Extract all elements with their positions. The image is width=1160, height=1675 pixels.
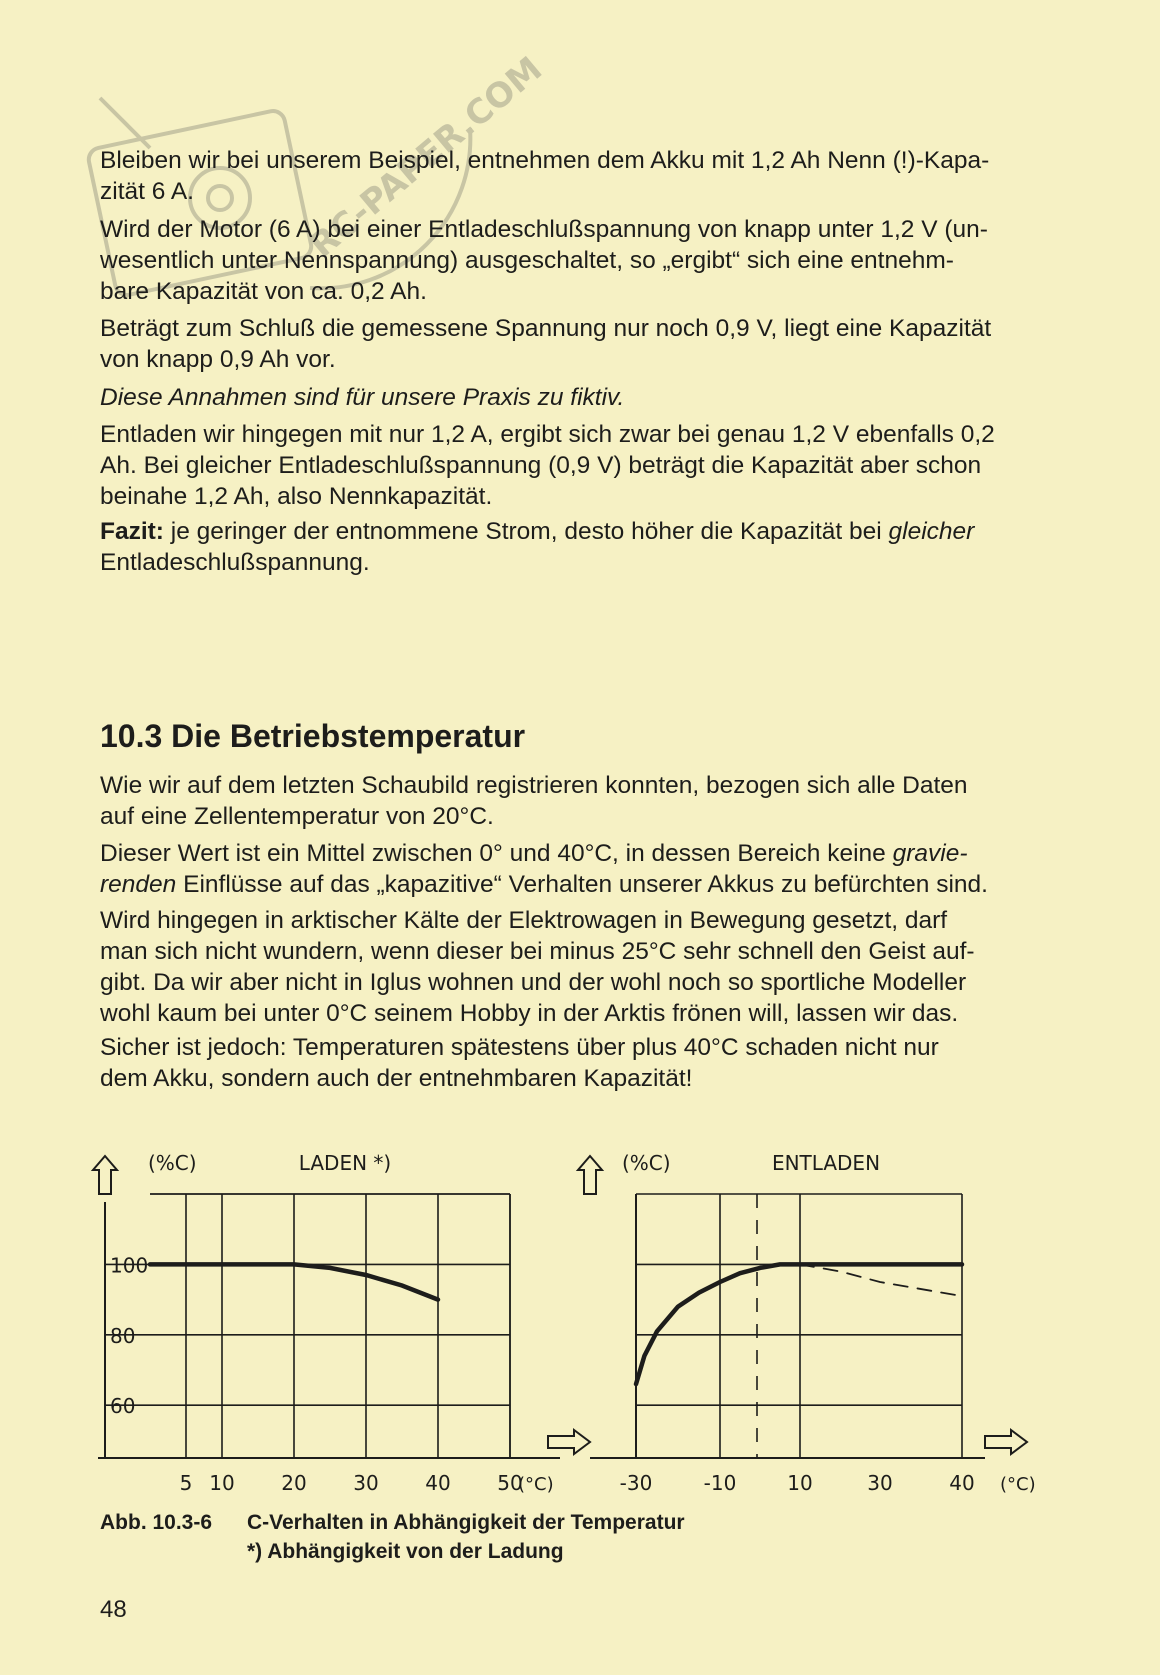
text-emphasis: gravie- [892, 840, 968, 867]
figure-caption [100, 1508, 685, 1566]
text-line: Ah. Bei gleicher Entladeschlußspannung (0,9 V) beträgt die Kapazität aber schon [100, 452, 982, 479]
text-line: Wird hingegen in arktischer Kälte der Elektrowagen in Bewegung gesetzt, darf [100, 907, 948, 934]
text-line: beinahe 1,2 Ah, also Nennkapazität. [100, 483, 493, 510]
paragraph-motor [100, 214, 1055, 307]
x-axis-unit: (°C) [518, 1474, 554, 1495]
paragraph-example [100, 145, 1055, 207]
x-tick-label: 40 [949, 1471, 975, 1495]
text-line: je geringer der entnommene Strom, desto höher die Kapazität bei [163, 518, 889, 545]
text-line: Bleiben wir bei unserem Beispiel, entnehmen dem Akku mit 1,2 Ah Nenn (!)-Kapa- [100, 147, 990, 174]
text-line: Sicher ist jedoch: Temperaturen spätestens über plus 40°C schaden nicht nur [100, 1034, 939, 1061]
caption-line: C-Verhalten in Abhängigkeit der Temperatur [247, 1511, 685, 1534]
text-line: Dieser Wert ist ein Mittel zwischen 0° und 40°C, in dessen Bereich keine [100, 840, 893, 867]
chart-title: LADEN *) [298, 1151, 392, 1175]
x-tick-label: 40 [425, 1471, 451, 1495]
paragraph-fiktiv [100, 382, 1055, 413]
x-tick-label: 10 [209, 1471, 235, 1495]
text-line: von knapp 0,9 Ah vor. [100, 346, 336, 373]
series-line-entladen-dashed [800, 1264, 962, 1296]
figure-charts [0, 1140, 1160, 1500]
paragraph-fazit [100, 516, 1055, 578]
text-line: Wie wir auf dem letzten Schaubild registrieren konnten, bezogen sich alle Daten [100, 772, 968, 799]
text-line: zität 6 A. [100, 178, 194, 205]
y-axis-arrow [578, 1156, 602, 1194]
x-tick-label: 30 [867, 1471, 893, 1495]
x-tick-label: -30 [619, 1471, 653, 1495]
text-line: wesentlich unter Nennspannung) ausgeschaltet, so „ergibt“ sich eine entnehm- [100, 247, 954, 274]
watermark-text: RC-PAPER.COM [302, 49, 550, 266]
page-number: 48 [100, 1596, 127, 1623]
y-axis-label: (%C) [148, 1151, 197, 1175]
text-line: bare Kapazität von ca. 0,2 Ah. [100, 278, 427, 305]
paragraph-arktis [100, 905, 1055, 1029]
caption-line: *) Abhängigkeit von der Ladung [247, 1540, 564, 1563]
chart-entladen [590, 1151, 1036, 1495]
text-emphasis: gleicher [888, 518, 975, 545]
x-axis-unit: (°C) [1000, 1474, 1036, 1495]
section-heading: 10.3 Die Betriebstemperatur [100, 718, 526, 754]
text-line: wohl kaum bei unter 0°C seinem Hobby in der Arktis frönen will, lassen wir das. [100, 1000, 959, 1027]
x-axis-arrow [548, 1430, 590, 1454]
chart-title: ENTLADEN [771, 1151, 881, 1175]
text-line: Einflüsse auf das „kapazitive“ Verhalten unserer Akkus zu befürchten sind. [176, 871, 988, 898]
paragraph-mittel [100, 838, 1055, 900]
x-tick-label: 5 [179, 1471, 193, 1495]
x-tick-label: 30 [353, 1471, 379, 1495]
y-tick-label: 60 [110, 1394, 136, 1419]
y-axis-arrow [93, 1156, 117, 1194]
text-line: Entladen wir hingegen mit nur 1,2 A, ergibt sich zwar bei genau 1,2 V ebenfalls 0,2 [100, 421, 995, 448]
paragraph-sicher [100, 1032, 1055, 1094]
text-line: gibt. Da wir aber nicht in Iglus wohnen und der wohl noch so sportliche Modeller [100, 969, 967, 996]
caption-number: Abb. 10.3-6 [100, 1511, 213, 1534]
text-line: Beträgt zum Schluß die gemessene Spannung nur noch 0,9 V, liegt eine Kapazität [100, 315, 992, 342]
text-line: auf eine Zellentemperatur von 20°C. [100, 803, 494, 830]
y-tick-label: 100 [110, 1253, 149, 1278]
y-tick-label: 80 [110, 1323, 136, 1348]
text-line: Wird der Motor (6 A) bei einer Entladeschlußspannung von knapp unter 1,2 V (un- [100, 216, 988, 243]
text-line: Entladeschlußspannung. [100, 549, 370, 576]
x-tick-label: -10 [703, 1471, 737, 1495]
text-line: dem Akku, sondern auch der entnehmbaren Kapazität! [100, 1065, 693, 1092]
x-tick-label: 10 [787, 1471, 813, 1495]
text-emphasis: renden [100, 871, 177, 898]
paragraph-intro [100, 770, 1055, 832]
fazit-label: Fazit: [100, 518, 164, 545]
paragraph-entladen [100, 419, 1055, 512]
paragraph-voltage [100, 313, 1055, 375]
series-line-entladen [636, 1264, 962, 1384]
x-tick-label: 50 [497, 1471, 523, 1495]
text-line: Diese Annahmen sind für unsere Praxis zu fiktiv. [100, 384, 625, 411]
x-axis-arrow [985, 1430, 1027, 1454]
text-line: man sich nicht wundern, wenn dieser bei minus 25°C sehr schnell den Geist auf- [100, 938, 975, 965]
x-tick-label: 20 [281, 1471, 307, 1495]
y-axis-label: (%C) [622, 1151, 671, 1175]
chart-laden [98, 1151, 560, 1495]
